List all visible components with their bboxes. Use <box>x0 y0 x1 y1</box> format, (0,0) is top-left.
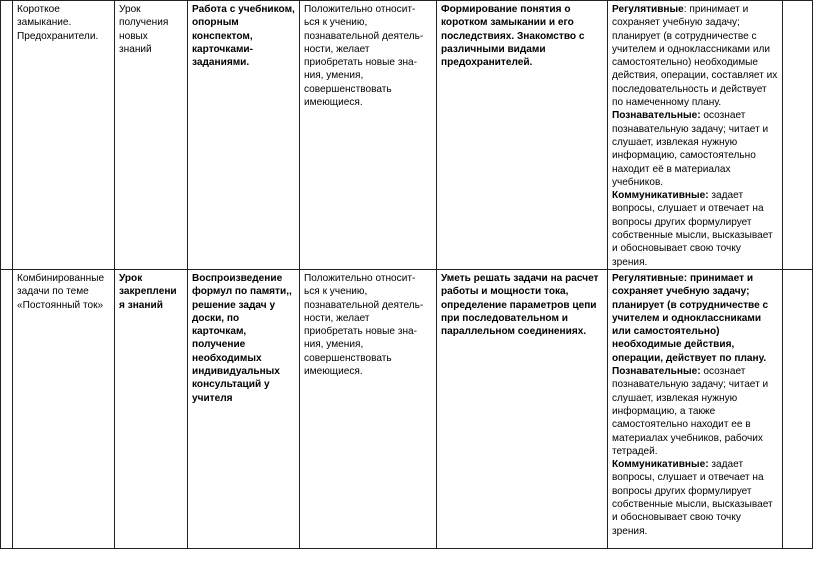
uud-cell <box>608 1 783 270</box>
table-row <box>1 1 813 270</box>
uud-cell <box>608 270 783 549</box>
activity-cell <box>188 1 300 270</box>
subject-results-text: Уметь решать задачи на расчет работы и мощности тока, определение параметров цепи при последовательном и параллельном соединениях. <box>441 273 599 338</box>
lesson-type-cell <box>115 270 188 549</box>
personal-results-cell <box>300 270 437 549</box>
uud-communicative-text: задает вопросы, слушает и отвечает на вопросы других формулирует собственные мысли, высказывает и обосновывает свою точку зрения. <box>612 190 773 268</box>
uud-regulative-text: принимает и сохраняет учебную задачу; планирует (в сотрудничестве с учителем и одноклассниками или самостоятельно) необходимые действия, операции, действует по плану. <box>612 273 769 364</box>
activity-text: Воспроизведение формул по памяти,, решение задач у доски, по карточкам, получение необходимых индивидуальных консультаций у учителя <box>192 273 292 404</box>
personal-results-text: Положительно относит- ься к учению, познавательной деятель- ности, желает приобретать новые зна- ния, умения, совершенствовать имеющиеся. <box>304 4 424 109</box>
uud-communicative-label: Коммуникативные: <box>612 459 709 471</box>
topic-text: Комбинированные задачи по теме «Постоянный ток» <box>17 273 105 311</box>
subject-results-cell <box>437 270 608 549</box>
topic-text: Короткое замыкание. Предохранители. <box>17 4 99 42</box>
uud-communicative-label: Коммуникативные: <box>612 190 709 202</box>
personal-results-cell <box>300 1 437 270</box>
row-number-cell <box>1 1 13 270</box>
subject-results-cell <box>437 1 608 270</box>
lesson-type-text: Урок получения новых знаний <box>119 4 169 55</box>
uud-communicative-text: задает вопросы, слушает и отвечает на вопросы других формулирует собственные мысли, высказывает и обосновывает свою точку зрения. <box>612 459 773 537</box>
personal-results-text: Положительно относит- ься к учению, познавательной деятель- ности, желает приобретать новые зна- ния, умения, совершенствовать имеющиеся. <box>304 273 424 378</box>
notes-cell <box>783 270 813 549</box>
topic-cell <box>13 1 115 270</box>
uud-regulative-label: Регулятивные: <box>612 273 688 284</box>
topic-cell <box>13 270 115 549</box>
notes-cell <box>783 1 813 270</box>
activity-text: Работа с учебником, опорным конспектом, карточками- заданиями. <box>192 4 295 69</box>
uud-regulative-text: : принимает и сохраняет учебную задачу; планирует (в сотрудничестве с учителем и одноклассниками или самостоятельно) необходимые действия, операции, составляет их последовательность и действует по намеченному плану. <box>612 4 778 109</box>
uud-regulative-label: Регулятивные <box>612 4 684 15</box>
uud-cognitive-text: осознает познавательную задачу; читает и слушает, извлекая нужную информацию, а также самостоятельно находит ее в материалах учебников, рабочих тетрадей. <box>612 366 769 457</box>
lesson-type-text: Урок закреплени я знаний <box>119 273 177 311</box>
lesson-type-cell <box>115 1 188 270</box>
row-number-cell <box>1 270 13 549</box>
uud-cognitive-text: осознает познавательную задачу; читает и слушает, извлекая нужную информацию, самостоятельно находит её в материалах учебников. <box>612 110 769 188</box>
uud-cognitive-label: Познавательные: <box>612 366 701 378</box>
subject-results-text: Формирование понятия о коротком замыкании и его последствиях. Знакомство с различными видами предохранителей. <box>441 4 585 69</box>
activity-cell <box>188 270 300 549</box>
uud-cognitive-label: Познавательные: <box>612 110 701 122</box>
table-row <box>1 270 813 549</box>
